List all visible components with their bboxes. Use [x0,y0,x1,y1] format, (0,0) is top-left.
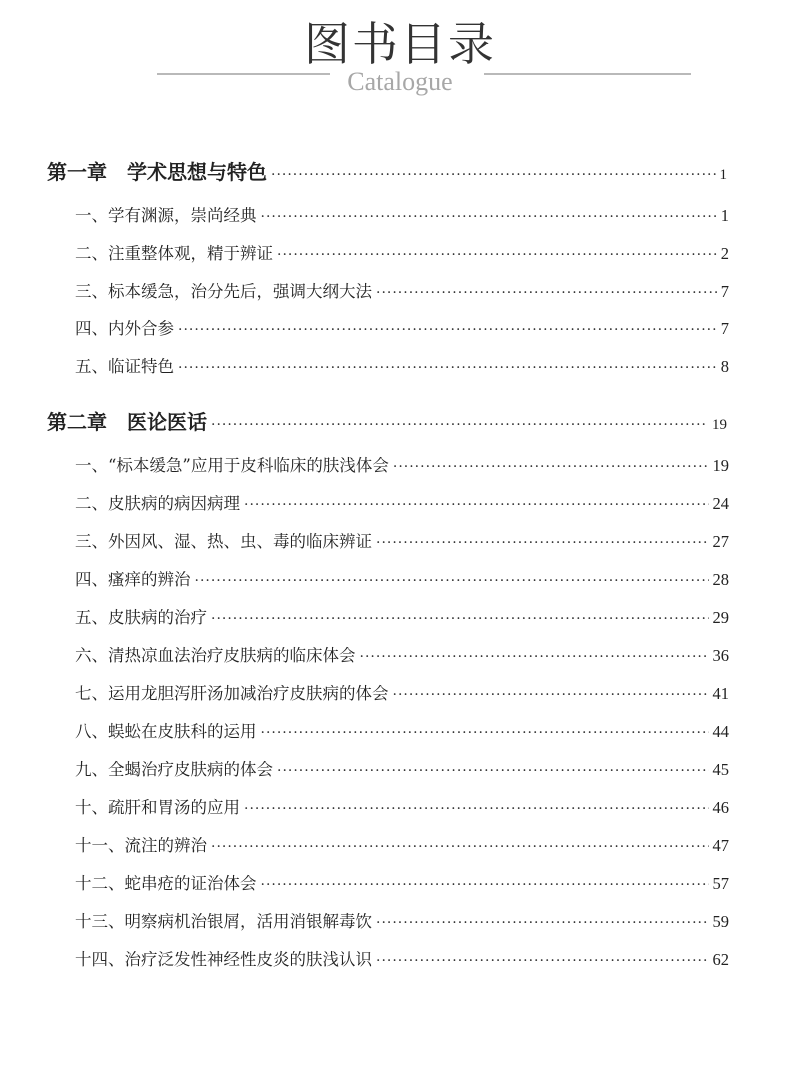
toc-entry-title: 五、临证特色 [75,357,174,376]
toc-page-number: 41 [712,684,729,703]
dot-leader [178,322,717,338]
toc-page-number: 46 [712,798,729,817]
page-title: 图书目录 [304,17,496,71]
toc-entry-title: 三、标本缓急，治分先后，强调大纲大法 [75,282,372,301]
toc-page-number: 47 [712,836,729,855]
toc-item[interactable] [75,604,729,628]
toc-item[interactable] [75,315,729,339]
toc-item[interactable] [75,756,729,780]
toc-entry-title: 第一章 学术思想与特色 [47,160,267,184]
toc-entry-title: 第二章 医论医话 [47,410,207,434]
dot-leader [178,360,717,376]
toc-page-number: 19 [712,417,727,433]
toc-item[interactable] [75,946,729,970]
dot-leader [376,285,717,301]
page-subtitle: Catalogue [347,67,453,96]
toc-page-number: 8 [720,357,729,376]
toc-page-number: 27 [712,532,729,551]
dot-leader [244,497,709,513]
dot-leader [261,209,717,225]
toc-entry-title: 八、蜈蚣在皮肤科的运用 [75,722,257,741]
toc-entry-title: 四、瘙痒的辨治 [75,570,191,589]
toc-page-number: 62 [712,950,729,969]
dot-leader [261,725,709,741]
toc-item[interactable] [75,832,729,856]
dot-leader [376,953,709,969]
toc-page-number: 24 [712,494,729,513]
toc-page-number: 7 [720,282,729,301]
toc-entry-title: 四、内外合参 [75,319,174,338]
toc-item[interactable] [75,680,729,704]
toc-entry-title: 一、学有渊源，崇尚经典 [75,206,257,225]
toc-page-number: 36 [712,646,729,665]
toc-page-number: 44 [712,722,729,741]
toc-item[interactable] [75,528,729,552]
toc-page-number: 1 [719,167,727,183]
toc-entry-title: 十四、治疗泛发性神经性皮炎的肤浅认识 [75,950,372,969]
toc-entry-title: 十、疏肝和胃汤的应用 [75,798,240,817]
dot-leader [376,535,709,551]
dot-leader [277,763,709,779]
toc-item[interactable] [75,278,729,302]
toc-chapter-1[interactable] [47,156,727,185]
toc-item[interactable] [75,642,729,666]
toc-entry-title: 二、注重整体观，精于辨证 [75,244,273,263]
toc-page-number: 45 [712,760,729,779]
toc-item[interactable] [75,718,729,742]
catalogue-header [0,0,800,110]
toc-page-number: 29 [712,608,729,627]
toc-item[interactable] [75,240,729,264]
dot-leader [277,247,717,263]
toc-item[interactable] [75,908,729,932]
dot-leader [376,915,709,931]
toc-page-number: 2 [720,244,729,263]
toc-entry-title: 二、皮肤病的病因病理 [75,494,240,513]
toc-entry-title: 六、清热凉血法治疗皮肤病的临床体会 [75,646,356,665]
toc-item[interactable] [75,794,729,818]
toc-chapter-2[interactable] [47,406,727,435]
dot-leader [271,167,716,183]
toc-page-number: 57 [712,874,729,893]
toc-item[interactable] [75,452,729,476]
toc-entry-title: 十二、蛇串疮的证治体会 [75,874,257,893]
header-rule-right [484,73,691,75]
dot-leader [244,801,709,817]
toc-entry-title: 十一、流注的辨治 [75,836,207,855]
toc-entry-title: 九、全蝎治疗皮肤病的体会 [75,760,273,779]
toc-item[interactable] [75,490,729,514]
toc-entry-title: 五、皮肤病的治疗 [75,608,207,627]
toc-item[interactable] [75,870,729,894]
dot-leader [393,687,709,703]
toc-entry-title: 十三、明察病机治银屑，活用消银解毒饮 [75,912,372,931]
toc-entry-title: 七、运用龙胆泻肝汤加减治疗皮肤病的体会 [75,684,389,703]
toc-page-number: 19 [712,456,729,475]
dot-leader [360,649,709,665]
toc-item[interactable] [75,566,729,590]
dot-leader [195,573,709,589]
toc-entry-title: 三、外因风、湿、热、虫、毒的临床辨证 [75,532,372,551]
toc-page-number: 7 [720,319,729,338]
dot-leader [211,839,709,855]
dot-leader [211,611,709,627]
toc-page-number: 28 [712,570,729,589]
toc-item[interactable] [75,353,729,377]
toc-page-number: 59 [712,912,729,931]
dot-leader [261,877,709,893]
toc-item[interactable] [75,202,729,226]
dot-leader [393,459,709,475]
toc-page-number: 1 [720,206,729,225]
dot-leader [211,417,708,433]
toc-entry-title: 一、“标本缓急”应用于皮科临床的肤浅体会 [75,456,389,475]
